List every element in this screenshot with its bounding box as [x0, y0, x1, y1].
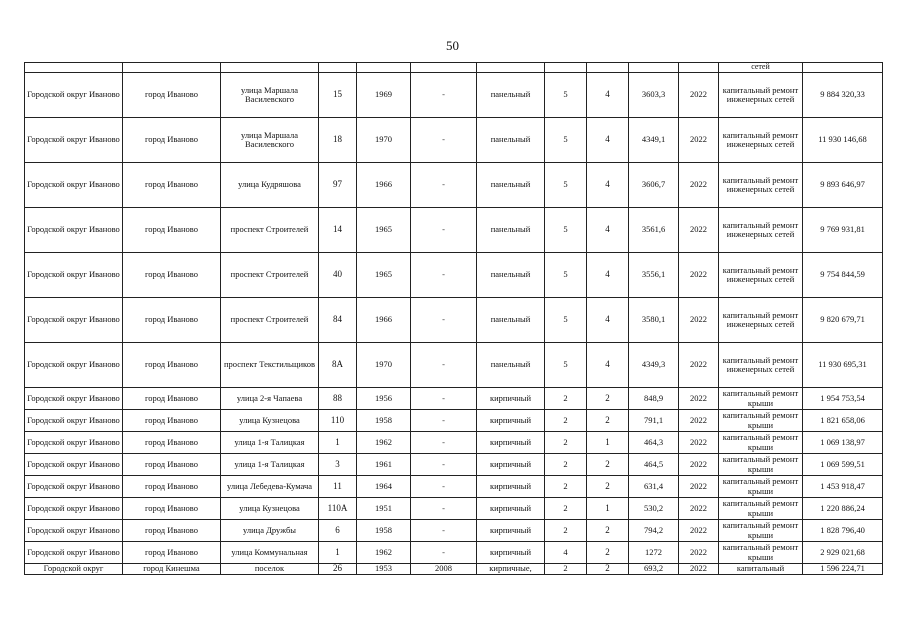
cell-last-repair: - [411, 520, 477, 542]
cell-settlement: город Иваново [123, 388, 221, 410]
cell-floors [545, 63, 587, 73]
table-row [25, 542, 883, 564]
cell-work: капитальный ремонт крыши [719, 388, 803, 410]
cell-work: сетей [719, 63, 803, 73]
cell-house: 26 [319, 564, 357, 575]
cell-cost: 11 930 695,31 [803, 343, 883, 388]
cell-year: 2022 [679, 564, 719, 575]
cell-cost: 9 820 679,71 [803, 298, 883, 343]
cell-settlement: город Иваново [123, 163, 221, 208]
cell-work: капитальный ремонт инженерных сетей [719, 343, 803, 388]
cell-street: улица Дружбы [221, 520, 319, 542]
cell-year: 2022 [679, 520, 719, 542]
cell-built: 1951 [357, 498, 411, 520]
cell-district: Городской округ Иваново [25, 476, 123, 498]
cell-last-repair: - [411, 388, 477, 410]
cell-entrances: 4 [587, 118, 629, 163]
cell-street: проспект Строителей [221, 253, 319, 298]
cell-floors: 4 [545, 542, 587, 564]
cell-street: улица Коммунальная [221, 542, 319, 564]
table-row [25, 73, 883, 118]
cell-settlement: город Кинешма [123, 564, 221, 575]
cell-floors: 2 [545, 454, 587, 476]
cell-last-repair: - [411, 454, 477, 476]
cell-street: улица Кузнецова [221, 410, 319, 432]
cell-floors: 2 [545, 476, 587, 498]
cell-floors: 2 [545, 564, 587, 575]
cell-entrances: 2 [587, 542, 629, 564]
table-row-top-fragment [25, 63, 883, 73]
cell-wall: панельный [477, 73, 545, 118]
cell-year: 2022 [679, 118, 719, 163]
table-row [25, 163, 883, 208]
cell-year: 2022 [679, 454, 719, 476]
cell-house: 110 [319, 410, 357, 432]
cell-street [221, 63, 319, 73]
cell-built: 1961 [357, 454, 411, 476]
cell-built [357, 63, 411, 73]
cell-settlement: город Иваново [123, 73, 221, 118]
cell-house: 18 [319, 118, 357, 163]
cell-cost: 9 884 320,33 [803, 73, 883, 118]
cell-last-repair: - [411, 343, 477, 388]
cell-built: 1966 [357, 298, 411, 343]
cell-last-repair [411, 63, 477, 73]
cell-work: капитальный ремонт крыши [719, 476, 803, 498]
cell-floors: 5 [545, 163, 587, 208]
page-number: 50 [446, 38, 459, 53]
cell-wall: панельный [477, 118, 545, 163]
cell-wall: панельный [477, 163, 545, 208]
cell-built: 1953 [357, 564, 411, 575]
cell-built: 1956 [357, 388, 411, 410]
cell-cost: 1 828 796,40 [803, 520, 883, 542]
cell-last-repair: - [411, 163, 477, 208]
cell-floors: 5 [545, 73, 587, 118]
cell-street: проспект Строителей [221, 298, 319, 343]
table-row [25, 388, 883, 410]
cell-wall: кирпичный [477, 520, 545, 542]
cell-cost: 2 929 021,68 [803, 542, 883, 564]
cell-area: 631,4 [629, 476, 679, 498]
cell-floors: 5 [545, 208, 587, 253]
cell-area: 464,5 [629, 454, 679, 476]
cell-settlement [123, 63, 221, 73]
cell-last-repair: - [411, 118, 477, 163]
cell-street: улица Лебедева-Кумача [221, 476, 319, 498]
cell-wall: кирпичный [477, 454, 545, 476]
cell-entrances: 1 [587, 498, 629, 520]
cell-wall: кирпичные, [477, 564, 545, 575]
table-row [25, 118, 883, 163]
cell-floors: 5 [545, 343, 587, 388]
cell-settlement: город Иваново [123, 432, 221, 454]
cell-year: 2022 [679, 542, 719, 564]
cell-floors: 2 [545, 410, 587, 432]
cell-district: Городской округ Иваново [25, 253, 123, 298]
cell-work: капитальный [719, 564, 803, 575]
cell-area: 794,2 [629, 520, 679, 542]
table-row [25, 432, 883, 454]
cell-work: капитальный ремонт крыши [719, 432, 803, 454]
cell-settlement: город Иваново [123, 343, 221, 388]
cell-built: 1964 [357, 476, 411, 498]
cell-year: 2022 [679, 498, 719, 520]
cell-cost: 1 596 224,71 [803, 564, 883, 575]
cell-district: Городской округ Иваново [25, 208, 123, 253]
cell-year: 2022 [679, 388, 719, 410]
cell-area: 791,1 [629, 410, 679, 432]
table-row [25, 343, 883, 388]
cell-entrances: 2 [587, 520, 629, 542]
cell-floors: 2 [545, 498, 587, 520]
cell-built: 1970 [357, 343, 411, 388]
cell-entrances: 2 [587, 564, 629, 575]
cell-cost: 1 821 658,06 [803, 410, 883, 432]
cell-built: 1965 [357, 208, 411, 253]
cell-street: проспект Строителей [221, 208, 319, 253]
cell-area: 3606,7 [629, 163, 679, 208]
cell-settlement: город Иваново [123, 476, 221, 498]
cell-entrances: 2 [587, 476, 629, 498]
cell-wall: кирпичный [477, 542, 545, 564]
table-row [25, 208, 883, 253]
cell-street: улица 1-я Талицкая [221, 454, 319, 476]
cell-district: Городской округ Иваново [25, 432, 123, 454]
cell-last-repair: - [411, 542, 477, 564]
cell-street: улица Маршала Василевского [221, 118, 319, 163]
cell-house: 14 [319, 208, 357, 253]
cell-last-repair: - [411, 476, 477, 498]
cell-entrances: 1 [587, 432, 629, 454]
cell-district: Городской округ [25, 564, 123, 575]
cell-entrances: 4 [587, 73, 629, 118]
cell-house: 84 [319, 298, 357, 343]
table-row [25, 564, 883, 575]
cell-house: 1 [319, 542, 357, 564]
cell-work: капитальный ремонт крыши [719, 498, 803, 520]
cell-last-repair: - [411, 410, 477, 432]
cell-work: капитальный ремонт крыши [719, 542, 803, 564]
cell-settlement: город Иваново [123, 208, 221, 253]
cell-street: улица Маршала Василевского [221, 73, 319, 118]
cell-entrances: 4 [587, 163, 629, 208]
cell-work: капитальный ремонт инженерных сетей [719, 298, 803, 343]
cell-settlement: город Иваново [123, 298, 221, 343]
cell-year: 2022 [679, 73, 719, 118]
cell-built: 1966 [357, 163, 411, 208]
cell-built: 1965 [357, 253, 411, 298]
cell-work: капитальный ремонт инженерных сетей [719, 163, 803, 208]
cell-house: 8А [319, 343, 357, 388]
cell-district: Городской округ Иваново [25, 73, 123, 118]
cell-year: 2022 [679, 208, 719, 253]
cell-built: 1958 [357, 520, 411, 542]
cell-settlement: город Иваново [123, 520, 221, 542]
cell-house [319, 63, 357, 73]
cell-year: 2022 [679, 298, 719, 343]
cell-district: Городской округ Иваново [25, 118, 123, 163]
cell-street: улица Кузнецова [221, 498, 319, 520]
cell-district: Городской округ Иваново [25, 343, 123, 388]
cell-wall: панельный [477, 253, 545, 298]
cell-wall [477, 63, 545, 73]
cell-area: 3603,3 [629, 73, 679, 118]
cell-street: улица Кудряшова [221, 163, 319, 208]
cell-entrances: 2 [587, 454, 629, 476]
cell-built: 1970 [357, 118, 411, 163]
cell-last-repair: - [411, 498, 477, 520]
cell-entrances [587, 63, 629, 73]
cell-street: улица 2-я Чапаева [221, 388, 319, 410]
table-row [25, 454, 883, 476]
cell-house: 40 [319, 253, 357, 298]
cell-year: 2022 [679, 410, 719, 432]
housing-repair-table [24, 62, 883, 575]
cell-house: 6 [319, 520, 357, 542]
cell-settlement: город Иваново [123, 118, 221, 163]
cell-street: улица 1-я Талицкая [221, 432, 319, 454]
cell-last-repair: - [411, 298, 477, 343]
cell-house: 3 [319, 454, 357, 476]
cell-wall: кирпичный [477, 410, 545, 432]
cell-last-repair: - [411, 253, 477, 298]
cell-district: Городской округ Иваново [25, 454, 123, 476]
cell-year [679, 63, 719, 73]
cell-work: капитальный ремонт инженерных сетей [719, 73, 803, 118]
cell-area: 3561,6 [629, 208, 679, 253]
cell-floors: 2 [545, 388, 587, 410]
cell-wall: панельный [477, 298, 545, 343]
cell-entrances: 2 [587, 388, 629, 410]
cell-settlement: город Иваново [123, 498, 221, 520]
cell-area: 1272 [629, 542, 679, 564]
cell-floors: 5 [545, 118, 587, 163]
cell-year: 2022 [679, 476, 719, 498]
cell-area: 3556,1 [629, 253, 679, 298]
cell-cost: 9 769 931,81 [803, 208, 883, 253]
cell-house: 110А [319, 498, 357, 520]
table-row [25, 476, 883, 498]
cell-work: капитальный ремонт крыши [719, 410, 803, 432]
cell-house: 11 [319, 476, 357, 498]
cell-wall: кирпичный [477, 388, 545, 410]
cell-cost: 1 453 918,47 [803, 476, 883, 498]
cell-entrances: 4 [587, 298, 629, 343]
cell-area: 693,2 [629, 564, 679, 575]
cell-area: 3580,1 [629, 298, 679, 343]
cell-built: 1962 [357, 542, 411, 564]
table-row [25, 520, 883, 542]
cell-entrances: 4 [587, 253, 629, 298]
table-row [25, 410, 883, 432]
cell-wall: панельный [477, 208, 545, 253]
cell-cost: 1 069 138,97 [803, 432, 883, 454]
cell-settlement: город Иваново [123, 542, 221, 564]
table-row [25, 298, 883, 343]
cell-year: 2022 [679, 432, 719, 454]
cell-district: Городской округ Иваново [25, 520, 123, 542]
cell-work: капитальный ремонт инженерных сетей [719, 118, 803, 163]
cell-last-repair: - [411, 208, 477, 253]
cell-area: 4349,3 [629, 343, 679, 388]
cell-settlement: город Иваново [123, 454, 221, 476]
cell-wall: кирпичный [477, 476, 545, 498]
cell-work: капитальный ремонт крыши [719, 454, 803, 476]
cell-district: Городской округ Иваново [25, 388, 123, 410]
cell-floors: 2 [545, 432, 587, 454]
cell-cost: 9 893 646,97 [803, 163, 883, 208]
cell-district [25, 63, 123, 73]
cell-area: 4349,1 [629, 118, 679, 163]
cell-house: 88 [319, 388, 357, 410]
cell-year: 2022 [679, 253, 719, 298]
cell-area: 530,2 [629, 498, 679, 520]
cell-floors: 2 [545, 520, 587, 542]
cell-last-repair: - [411, 432, 477, 454]
cell-last-repair: - [411, 73, 477, 118]
cell-work: капитальный ремонт инженерных сетей [719, 208, 803, 253]
cell-cost: 9 754 844,59 [803, 253, 883, 298]
cell-entrances: 4 [587, 343, 629, 388]
cell-work: капитальный ремонт инженерных сетей [719, 253, 803, 298]
cell-built: 1962 [357, 432, 411, 454]
cell-entrances: 4 [587, 208, 629, 253]
cell-cost: 11 930 146,68 [803, 118, 883, 163]
table-row [25, 253, 883, 298]
cell-area: 464,3 [629, 432, 679, 454]
cell-wall: панельный [477, 343, 545, 388]
cell-district: Городской округ Иваново [25, 163, 123, 208]
cell-settlement: город Иваново [123, 253, 221, 298]
table-row [25, 498, 883, 520]
cell-district: Городской округ Иваново [25, 410, 123, 432]
cell-house: 15 [319, 73, 357, 118]
cell-district: Городской округ Иваново [25, 498, 123, 520]
cell-settlement: город Иваново [123, 410, 221, 432]
cell-area: 848,9 [629, 388, 679, 410]
cell-house: 97 [319, 163, 357, 208]
cell-district: Городской округ Иваново [25, 298, 123, 343]
cell-street: поселок [221, 564, 319, 575]
cell-wall: кирпичный [477, 432, 545, 454]
cell-year: 2022 [679, 163, 719, 208]
cell-cost: 1 954 753,54 [803, 388, 883, 410]
cell-area [629, 63, 679, 73]
cell-street: проспект Текстильщиков [221, 343, 319, 388]
cell-entrances: 2 [587, 410, 629, 432]
cell-floors: 5 [545, 298, 587, 343]
cell-work: капитальный ремонт крыши [719, 520, 803, 542]
cell-cost: 1 069 599,51 [803, 454, 883, 476]
cell-built: 1958 [357, 410, 411, 432]
cell-wall: кирпичный [477, 498, 545, 520]
cell-last-repair: 2008 [411, 564, 477, 575]
cell-cost [803, 63, 883, 73]
cell-cost: 1 220 886,24 [803, 498, 883, 520]
cell-district: Городской округ Иваново [25, 542, 123, 564]
cell-house: 1 [319, 432, 357, 454]
cell-floors: 5 [545, 253, 587, 298]
cell-year: 2022 [679, 343, 719, 388]
cell-built: 1969 [357, 73, 411, 118]
